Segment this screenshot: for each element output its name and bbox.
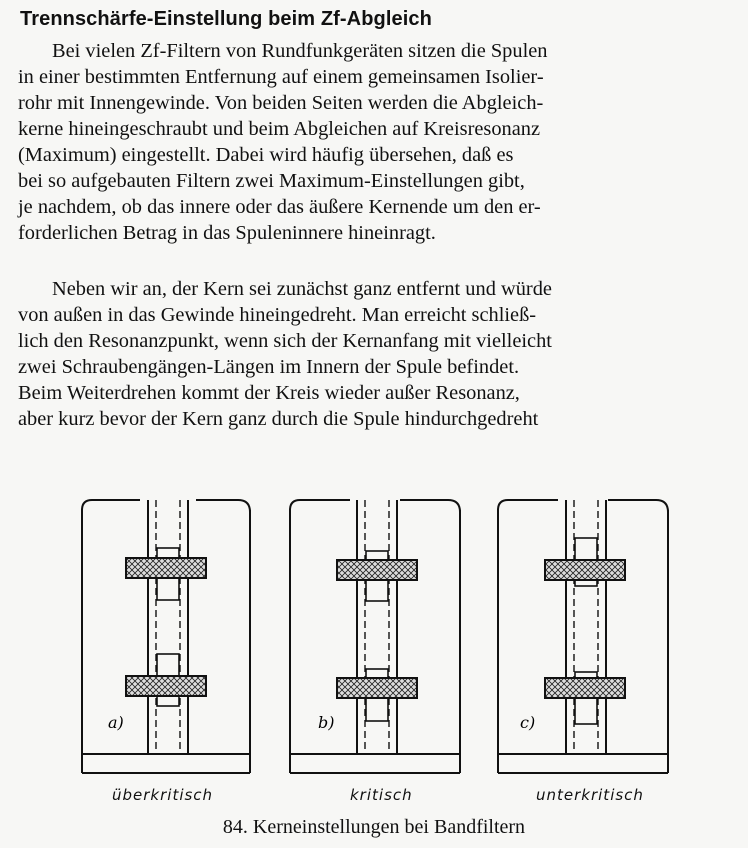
text-line: aber kurz bevor der Kern ganz durch die Spule hindurchgedreht [18, 408, 539, 430]
label-kritisch: kritisch [350, 786, 413, 804]
text-line: zwei Schraubengängen-Längen im Innern der Spule befindet. [18, 356, 520, 378]
text-line: je nachdem, ob das innere oder das äußere Kernende um den er- [18, 196, 541, 218]
paragraph-1 [18, 38, 736, 246]
panel-letter-b: b) [318, 713, 335, 732]
figure-caption: 84. Kerneinstellungen bei Bandfiltern [222, 816, 526, 838]
text-line: forderlichen Betrag in das Spuleninnere hineinragt. [18, 222, 436, 244]
section-heading: Trennschärfe-Einstellung beim Zf-Abgleich [20, 8, 432, 30]
panel-letter-c: c) [520, 713, 536, 732]
text-line: in einer bestimmten Entfernung auf einem gemeinsamen Isolier- [18, 66, 544, 88]
panel-c [498, 500, 668, 773]
text-line: bei so aufgebauten Filtern zwei Maximum-Einstellungen gibt, [18, 170, 525, 192]
text-line: Bei vielen Zf-Filtern von Rundfunkgeräten sitzen die Spulen [52, 40, 548, 62]
text-line: rohr mit Innengewinde. Von beiden Seiten werden die Abgleich- [18, 92, 544, 114]
label-unterkritisch: unterkritisch [536, 786, 644, 804]
coil-upper [126, 558, 206, 578]
label-ueberkritisch: überkritisch [112, 786, 214, 804]
panel-letter-a: a) [108, 713, 124, 732]
text-line: von außen in das Gewinde hineingedreht. Man erreicht schließ- [18, 304, 537, 326]
coil-lower [545, 678, 625, 698]
text-line: lich den Resonanzpunkt, wenn sich der Kernanfang mit vielleicht [18, 330, 552, 352]
coil-upper [545, 560, 625, 580]
panel-b [290, 500, 460, 773]
text-line: (Maximum) eingestellt. Dabei wird häufig übersehen, daß es [18, 144, 514, 166]
coil-upper [337, 560, 417, 580]
text-line: Neben wir an, der Kern sei zunächst ganz entfernt und würde [52, 278, 552, 300]
paragraph-2 [18, 276, 736, 432]
coil-lower [126, 676, 206, 696]
bandfilter-figure [0, 478, 748, 778]
panel-a [82, 500, 250, 773]
text-line: Beim Weiterdrehen kommt der Kreis wieder außer Resonanz, [18, 382, 520, 404]
text-line: kerne hineingeschraubt und beim Abgleichen auf Kreisresonanz [18, 118, 541, 140]
coil-lower [337, 678, 417, 698]
